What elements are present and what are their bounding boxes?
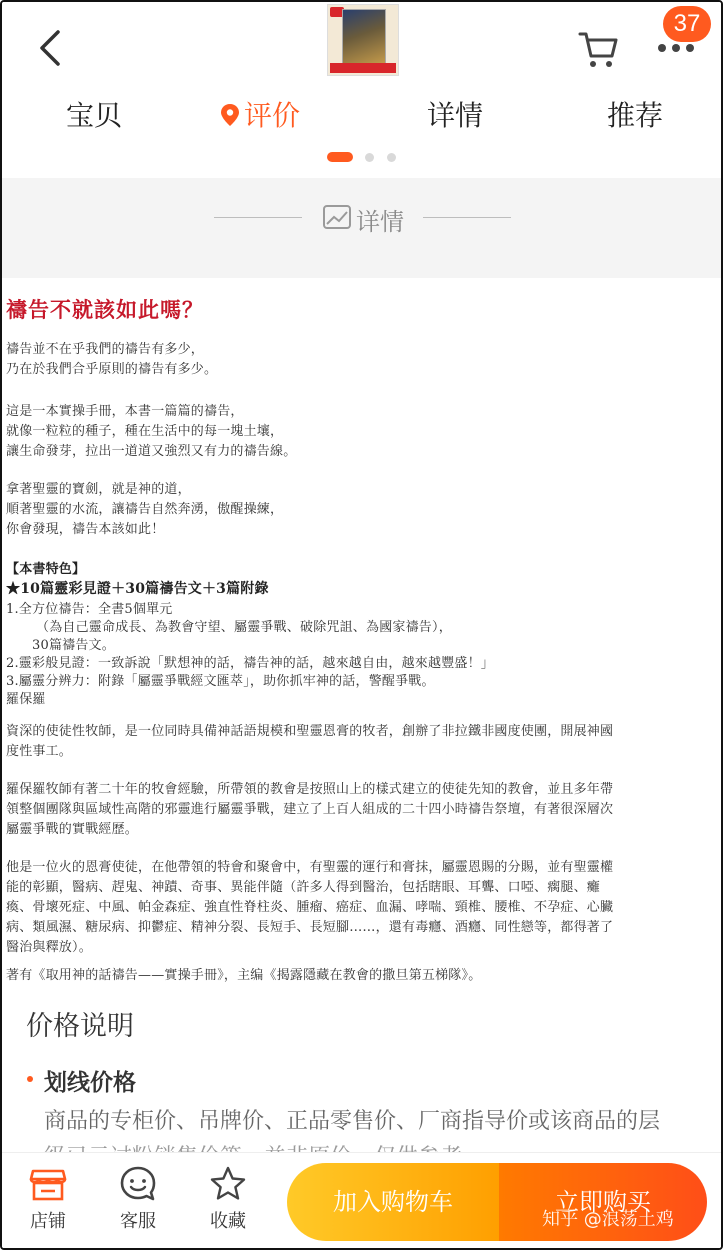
doc-line: 禱告並不在乎我們的禱告有多少， xyxy=(6,342,205,357)
price-info-item-title: 划线价格 xyxy=(44,1070,136,1096)
tab-baobei[interactable] xyxy=(66,94,122,134)
zhihu-watermark: 知乎 @浪荡土鸡 xyxy=(542,1209,674,1230)
doc-line: 2.靈彩般見證：一致訴說「默想神的話，禱告神的話，越來越自由，越來越豐盛！」 xyxy=(6,656,495,671)
thumbnail-strip xyxy=(330,63,396,73)
message-count-badge: 37 xyxy=(663,6,711,42)
tab-label: 宝贝 xyxy=(66,99,123,132)
tab-label: 推荐 xyxy=(607,99,664,132)
shop-icon xyxy=(29,1165,67,1203)
bottom-action-bar xyxy=(2,1152,721,1250)
doc-line: 1.全方位禱告：全書5個單元 xyxy=(6,602,173,617)
doc-line: 3.屬靈分辨力：附錄「屬靈爭戰經文匯萃」，助你抓牢神的話，警醒爭戰。 xyxy=(6,674,435,689)
location-pin-icon xyxy=(220,103,240,127)
doc-line: （為自己靈命成長、為教會守望、屬靈爭戰、破除咒詛、為國家禱告）， xyxy=(36,620,452,635)
doc-line: 乃在於我們合乎原則的禱告有多少。 xyxy=(6,362,218,377)
nav-shop-label: 店铺 xyxy=(30,1211,66,1232)
doc-title: 禱告不就該如此嗎？ xyxy=(6,297,204,322)
tab-details[interactable] xyxy=(427,94,483,134)
bullet-dot xyxy=(27,1076,33,1082)
doc-line: 瘓、骨壞死症、中風、帕金森症、強直性脊柱炎、腫瘤、癌症、血漏、哮喘、頸椎、腰椎、不孕症、心臟 xyxy=(6,900,614,915)
product-thumbnail[interactable] xyxy=(327,4,399,76)
tab-label: 评价 xyxy=(244,99,301,132)
star-icon xyxy=(209,1165,247,1203)
doc-line: 領整個團隊與區域性高階的邪靈進行屬靈爭戰，建立了上百人組成的二十四小時禱告祭壇，有著很深層次 xyxy=(6,802,614,817)
details-section-header xyxy=(2,178,721,278)
book-cover-image xyxy=(342,9,386,65)
image-icon xyxy=(322,204,352,230)
carousel-dot-active xyxy=(327,152,353,162)
tab-bar xyxy=(2,84,721,144)
doc-line: ★10篇靈彩見證＋30篇禱告文＋3篇附錄 xyxy=(6,581,269,597)
carousel-dot xyxy=(387,153,396,162)
nav-favorite-label: 收藏 xyxy=(210,1211,246,1232)
tab-label: 详情 xyxy=(427,99,484,132)
nav-service-label: 客服 xyxy=(120,1211,156,1232)
service-icon xyxy=(119,1165,157,1203)
cart-icon[interactable] xyxy=(576,26,620,70)
doc-line: 羅保羅 xyxy=(6,692,46,707)
doc-line: 醫治與釋放）。 xyxy=(6,940,92,955)
back-arrow-icon[interactable] xyxy=(30,24,74,72)
doc-line: 拿著聖靈的寶劍，就是神的道， xyxy=(6,482,191,497)
doc-line: 度性事工。 xyxy=(6,744,73,759)
doc-line: 病、類風濕、糖尿病、抑鬱症、精神分裂、長短手、長短腳……，還有毒癮、酒癮、同性戀等，都得著了 xyxy=(6,920,614,935)
nav-favorite[interactable] xyxy=(198,1165,258,1233)
carousel-indicator xyxy=(327,152,407,164)
details-label: 详情 xyxy=(356,208,404,236)
nav-service[interactable] xyxy=(108,1165,168,1233)
doc-line: 能的彰顯，醫病、趕鬼、神蹟、奇事、異能伴隨（許多人得到醫治，包括瞎眼、耳聾、口啞、瘸腿、癱 xyxy=(6,880,601,895)
price-info-item-desc: 商品的专柜价、吊牌价、正品零售价、厂商指导价或该商品的层 xyxy=(44,1109,661,1134)
doc-line: 順著聖靈的水流，讓禱告自然奔湧，傲醒操練， xyxy=(6,502,284,517)
doc-line: 他是一位火的恩膏使徒，在他帶領的特會和聚會中，有聖靈的運行和膏抹，屬靈恩賜的分賜，並有聖靈權 xyxy=(6,860,614,875)
tab-recommend[interactable] xyxy=(607,94,663,134)
price-info-section xyxy=(2,992,721,1162)
doc-line: 羅保羅牧師有著二十年的牧會經驗，所帶領的教會是按照山上的樣式建立的使徒先知的教會，並且多年帶 xyxy=(6,782,614,797)
nav-shop[interactable] xyxy=(18,1165,78,1233)
doc-line: 你會發現，禱告本該如此！ xyxy=(6,522,165,537)
divider-right xyxy=(423,217,511,218)
doc-line: 讓生命發芽，拉出一道道又強烈又有力的禱告線。 xyxy=(6,444,297,459)
doc-line: 屬靈爭戰的實戰經歷。 xyxy=(6,822,139,837)
doc-line: 這是一本實操手冊，本書一篇篇的禱告， xyxy=(6,404,244,419)
carousel-dot xyxy=(365,153,374,162)
tab-reviews[interactable] xyxy=(220,94,300,134)
doc-line: 【本書特色】 xyxy=(6,562,86,577)
doc-line: 著有《取用神的話禱告——實操手冊》，主编《揭露隱藏在教會的撒旦第五梯隊》。 xyxy=(6,968,482,983)
add-to-cart-button[interactable]: 加入购物车 xyxy=(287,1163,499,1241)
divider-left xyxy=(214,217,302,218)
top-bar xyxy=(2,2,721,148)
price-info-heading: 价格说明 xyxy=(26,1011,134,1042)
product-description-image xyxy=(2,282,721,982)
doc-line: 30篇禱告文。 xyxy=(32,638,115,653)
doc-line: 資深的使徒性牧師，是一位同時具備神話語規模和聖靈恩膏的牧者，創辦了非拉鐵非國度使團，開展神國 xyxy=(6,724,614,739)
buy-now-button[interactable]: 立即购买 xyxy=(499,1163,707,1241)
doc-line: 就像一粒粒的種子，種在生活中的每一塊土壤， xyxy=(6,424,284,439)
